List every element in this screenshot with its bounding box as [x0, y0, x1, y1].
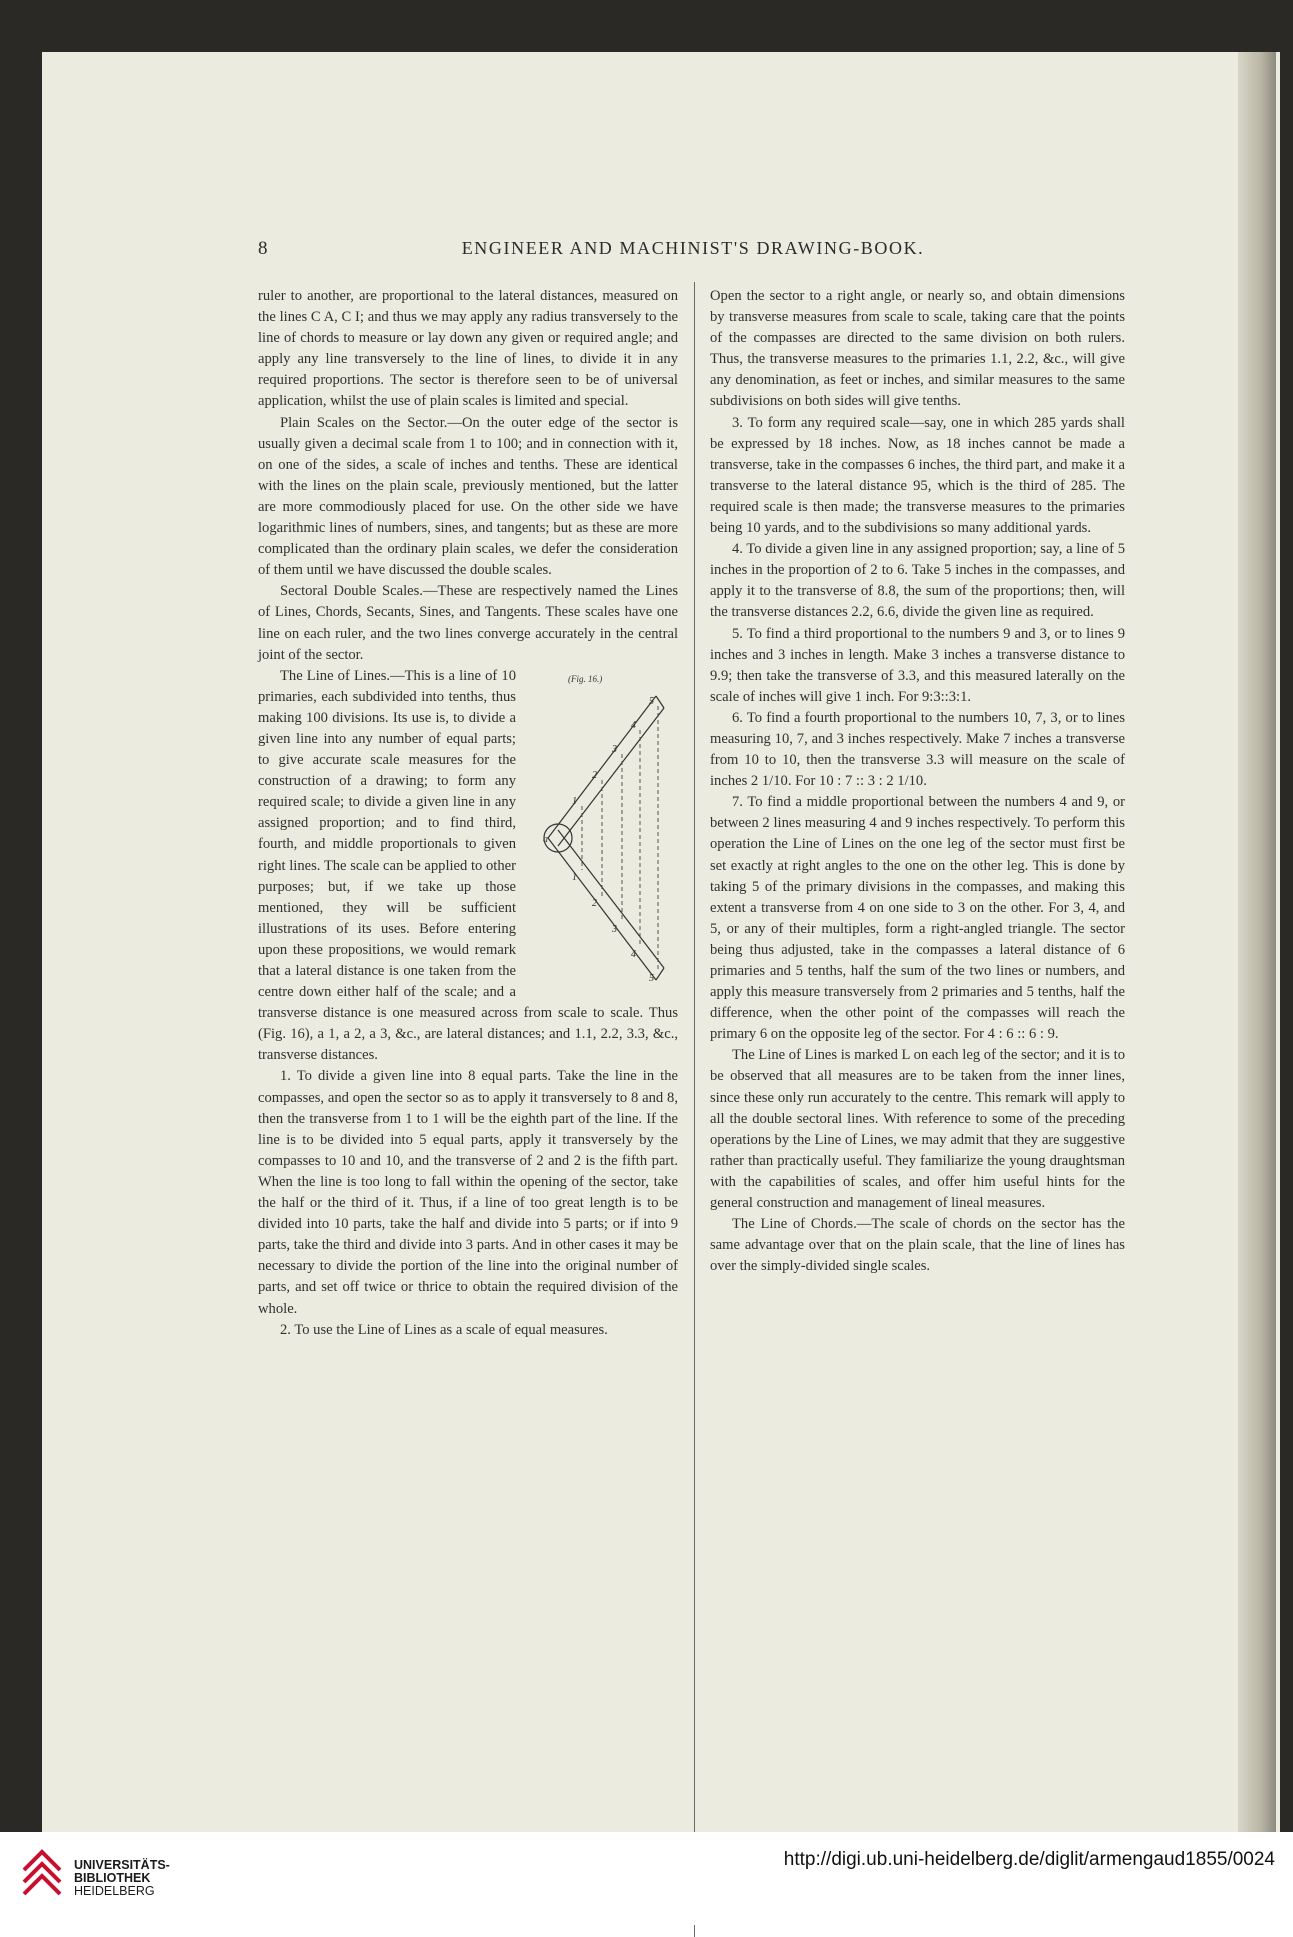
permalink-url[interactable]: http://digi.ub.uni-heidelberg.de/diglit/armengaud1855/0024 — [783, 1849, 1275, 1870]
paragraph: The Line of Lines.—This is a line of 10 primaries, each subdivided into tenths, thus making 100 divisions. Its use is, to divide a given line into any number of equal parts; to give accurate scale measures for the construction of a drawing; to form any required scale; to divide a given line in any assigned proportion; and to find third, fourth, and middle proportionals to given right lines. The scale can be applied to other purposes; but, if we take up those mentioned, they will be sufficient illustrations of its uses. Before entering upon these propositions, we would remark that a lateral distance is one taken from the centre down either half of the scale; and a transverse distance is one measured across from scale to scale. Thus (Fig. 16), a 1, a 2, a 3, &c., are lateral distances; and 1.1, 2.2, 3.3, &c., transverse distances. — [258, 667, 678, 1064]
mark-lower-4: 4 — [631, 948, 636, 960]
library-name-line: HEIDELBERG — [74, 1884, 155, 1898]
library-logo-icon — [20, 1846, 66, 1906]
lower-arm-end — [656, 968, 664, 980]
book-spine-edge — [1238, 52, 1276, 1832]
paragraph: 4. To divide a given line in any assigned proportion; say, a line of 5 inches in the proportion of 2 to 6. Take 5 inches in the compasses, and apply it to the transverse of 8.8, the sum of the proportions; then, will the transverse distances 2.2, 6.6, divide the given line as required. — [710, 541, 1125, 621]
upper-arm-inner — [558, 708, 664, 846]
mark-upper-3: 3 — [612, 743, 617, 755]
library-name-line: BIBLIOTHEK — [74, 1871, 151, 1885]
paragraph: 1. To divide a given line into 8 equal parts. Take the line in the compasses, and open the sector so as to apply it transversely to 8 and 8, then the transverse from 1 to 1 will be the eighth part of the line. If the line is to be divided into 5 equal parts, apply it transversely by the compasses to 10 and 10, and the transverse of 2 and 2 is the fifth part. When the line is too long to fall within the opening of the sector, take the half or the third of it. Thus, if a line of too great length is to be divided into 10 parts, take the half and divide into 5 parts; or if into 9 parts, take the third and divide into 3 parts. And in other cases it may be necessary to divide the portion of the line into the original number of parts, and set off twice or thrice to obtain the required division of the whole. — [258, 1068, 678, 1317]
sector-diagram-svg — [528, 668, 678, 993]
paragraph: 3. To form any required scale—say, one in which 285 yards shall be expressed by 18 inches. Now, as 18 inches cannot be made a transverse, take in the compasses 6 inches, the third part, and make it a transverse to the lateral distance 95, which is the third of 285. The required scale is then made; the transverse measures to the primaries being 10 yards, and to the subdivisions so many additional yards. — [710, 414, 1125, 537]
paragraph: 2. To use the Line of Lines as a scale of equal measures. — [280, 1321, 608, 1338]
mark-upper-4: 4 — [631, 719, 636, 731]
upper-arm-end — [656, 696, 664, 708]
paragraph: The Line of Chords.—The scale of chords on the sector has the same advantage over that on the plain scale, that the line of lines has over the simply-divided single scales. — [710, 1216, 1125, 1275]
paragraph: 5. To find a third proportional to the numbers 9 and 3, or to lines 9 inches and 3 inches in length. Make 3 inches a transverse distance to 9.9; then take the transverse of 3.3, and this measured laterally on the scale of inches will give 1 inch. For 9:3::3:1. — [710, 625, 1125, 705]
figure-16-sector-diagram — [528, 668, 678, 993]
left-column — [258, 286, 678, 1341]
column-rule — [694, 282, 695, 1937]
viewer-footer — [0, 1832, 1293, 1925]
paragraph: Sectoral Double Scales.—These are respectively named the Lines of Lines, Chords, Secants, Sines, and Tangents. These scales have one line on each ruler, and the two lines converge accurately in the central joint of the sector. — [258, 583, 678, 663]
mark-lower-3: 3 — [612, 923, 617, 935]
paragraph: Plain Scales on the Sector.—On the outer edge of the sector is usually given a decimal scale from 1 to 100; and in connection with it, on one of the sides, a scale of inches and tenths. These are identical with the lines on the plain scale, previously mentioned, but the latter are more commodiously placed for use. On the other side we have logarithmic lines of numbers, sines, and tangents; but as these are more complicated than the ordinary plain scales, we defer the consideration of them until we have discussed the double scales. — [258, 414, 678, 579]
mark-upper-5: 5 — [649, 695, 654, 707]
paragraph: Open the sector to a right angle, or nearly so, and obtain dimensions by transverse measures from scale to scale, taking care that the points of the compasses are directed to the same division on both rulers. Thus, the transverse measures to the primaries 1.1, 2.2, &c., will give any denomination, as feet or inches, and similar measures to the same subdivisions on both sides will give tenths. — [710, 288, 1125, 410]
mark-lower-1: 1 — [572, 871, 577, 883]
mark-lower-2: 2 — [592, 897, 597, 909]
running-header — [258, 238, 1128, 268]
library-name — [74, 1859, 170, 1898]
mark-upper-1: 1 — [572, 795, 577, 807]
running-title: ENGINEER AND MACHINIST'S DRAWING-BOOK. — [461, 238, 925, 258]
right-column — [710, 286, 1125, 1277]
paragraph: ruler to another, are proportional to the lateral distances, measured on the lines C A, C I; and thus we may apply any radius transversely to the line of chords to measure or lay down any given or required angle; and apply any line transversely to the line of lines, to divide it in any required proportions. The sector is therefore seen to be of universal application, whilst the use of plain scales is limited and special. — [258, 288, 678, 410]
paragraph: The Line of Lines is marked L on each leg of the sector; and it is to be observed that all measures are to be taken from the inner lines, since these only run accurately to the centre. This remark will apply to all the double sectoral lines. With reference to some of the preceding operations by the Line of Lines, we may admit that they are suggestive rather than practically useful. They familiarize the young draughtsman with the capabilities of scales, and offer him useful hints for the general construction and management of lineal measures. — [710, 1047, 1125, 1212]
lower-arm-inner — [558, 830, 664, 968]
mark-upper-2: 2 — [592, 769, 597, 781]
paragraph: 7. To find a middle proportional between the numbers 4 and 9, or between 2 lines measuring 4 and 9 inches respectively. To perform this operation the Line of Lines on the one leg of the sector must first be set exactly at right angles to the one on the other leg. This is done by taking 5 of the primary divisions in the compasses, and making this extent a transverse from 4 on one side to 3 on the other. For 3, 4, and 5, or any of their multiples, form a right-angled triangle. The sector being thus adjusted, take in the compasses a lateral distance of 6 primaries and 5 tenths, half the sum of the two lines or numbers, and apply this measure transversely from 2 primaries and 5 tenths, half the difference, when the other point of the compasses will reach the primary 6 on the opposite leg of the sector. For 4 : 6 :: 6 : 9. — [710, 794, 1125, 1043]
paragraph: 6. To find a fourth proportional to the numbers 10, 7, 3, or to lines measuring 10, 7, and 3 inches respectively. Make 7 inches a transverse from 10 to 10, then the transverse 3.3 will measure on the scale of inches 2 1/10. For 10 : 7 :: 3 : 2 1/10. — [710, 709, 1125, 790]
mark-lower-5: 5 — [649, 972, 654, 984]
page-number: 8 — [258, 238, 268, 259]
mark-a: a — [543, 833, 548, 845]
figure-label: (Fig. 16.) — [568, 673, 603, 684]
library-name-line: UNIVERSITÄTS- — [74, 1858, 170, 1872]
